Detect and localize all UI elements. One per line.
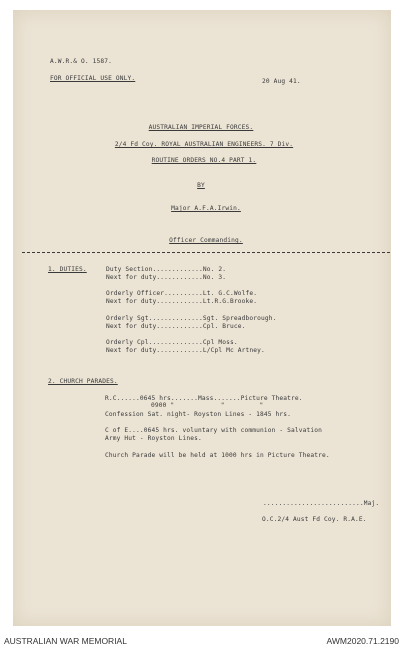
duty-line: Orderly Officer..........Lt. G.C.Wolfe.	[106, 290, 258, 297]
classification-label: FOR OFFICIAL USE ONLY.	[50, 75, 136, 82]
duty-line: Next for duty............L/Cpl Mc Artney.	[106, 347, 265, 354]
document-reference: A.W.R.& O. 1587.	[50, 58, 113, 65]
title-force: AUSTRALIAN IMPERIAL FORCES.	[148, 124, 254, 131]
church-line: R.C......0645 hrs.......Mass.......Picture Theatre.	[105, 395, 303, 402]
title-orders: ROUTINE ORDERS NO.4 PART 1.	[151, 157, 257, 164]
signature-line: ..........................Maj.	[263, 500, 380, 507]
by-label: BY	[197, 182, 205, 189]
duty-line: Next for duty............Lt.R.G.Brooke.	[106, 298, 258, 305]
church-line: C of E....0645 hrs. voluntary with communion - Salvation	[105, 427, 323, 434]
signature-title: O.C.2/4 Aust Fd Coy. R.A.E.	[262, 516, 367, 523]
officer-role: Officer Commanding.	[169, 237, 243, 244]
duty-line: Next for duty............Cpl. Bruce.	[106, 323, 246, 330]
church-line: 0900 " " "	[151, 402, 264, 409]
church-line: Confession Sat. night- Royston Lines - 1845 hrs.	[105, 411, 292, 418]
section-church-heading: 2. CHURCH PARADES.	[48, 378, 118, 385]
church-line: Army Hut - Royston Lines.	[105, 435, 202, 442]
section-duties-heading: 1. DUTIES.	[48, 266, 87, 273]
institution-caption: AUSTRALIAN WAR MEMORIAL	[4, 636, 127, 646]
officer-name: Major A.F.A.Irwin.	[171, 205, 241, 212]
dashed-separator	[22, 252, 390, 253]
duty-line: Next for duty............No. 3.	[106, 274, 227, 281]
church-line: Church Parade will be held at 1000 hrs in Picture Theatre.	[105, 452, 330, 459]
item-id-caption: AWM2020.71.2190	[326, 636, 399, 646]
duty-line: Duty Section.............No. 2.	[106, 266, 227, 273]
title-unit: 2/4 Fd Coy. ROYAL AUSTRALIAN ENGINEERS. 7 Div.	[114, 141, 294, 148]
document-date: 20 Aug 41.	[262, 78, 301, 85]
duty-line: Orderly Sgt..............Sgt. Spreadborough.	[106, 315, 277, 322]
duty-line: Orderly Cpl..............Cpl Moss.	[106, 339, 238, 346]
